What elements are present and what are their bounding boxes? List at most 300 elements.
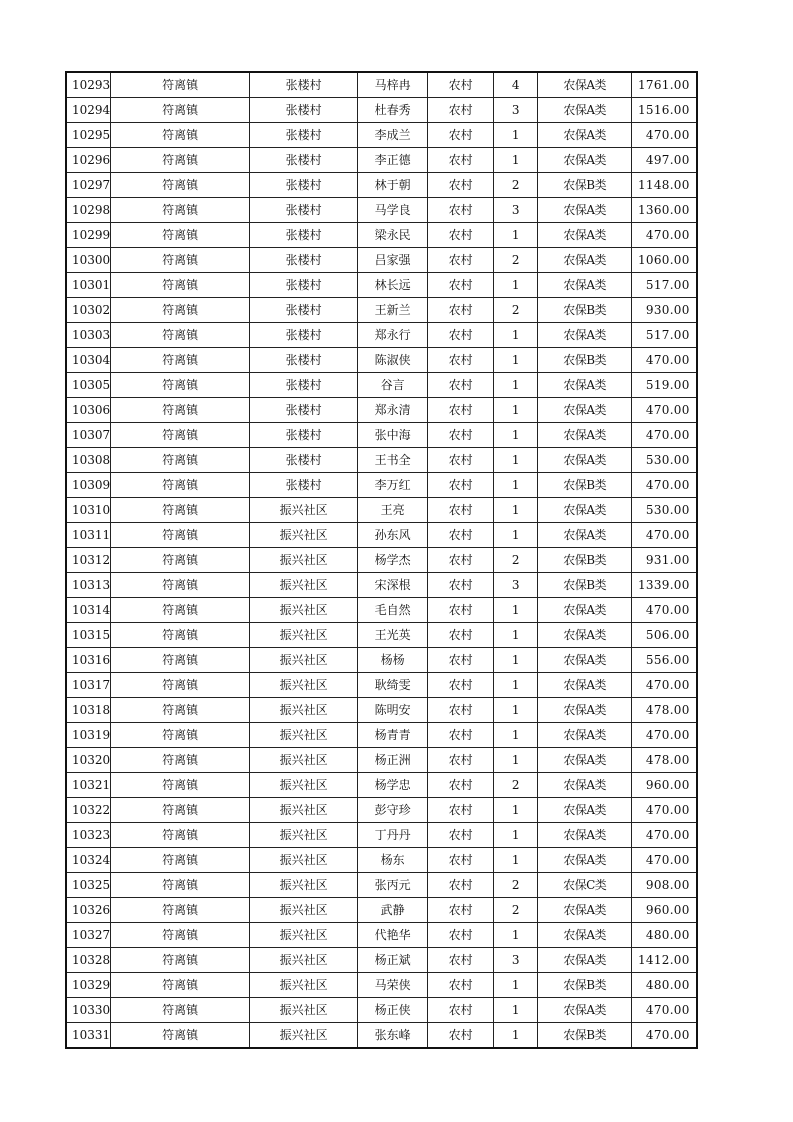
category-cell: 农保A类 [538, 123, 632, 148]
name-cell: 彭守珍 [358, 798, 428, 823]
row-id: 10297 [66, 173, 111, 198]
name-cell: 王光英 [358, 623, 428, 648]
table-row [66, 848, 697, 873]
table-row [66, 323, 697, 348]
name-cell: 马荣侠 [358, 973, 428, 998]
name-cell: 杨正洲 [358, 748, 428, 773]
category-cell: 农保B类 [538, 298, 632, 323]
category-cell: 农保A类 [538, 598, 632, 623]
household-type-cell: 农村 [428, 373, 494, 398]
member-count-cell: 4 [494, 72, 538, 98]
name-cell: 杨正侠 [358, 998, 428, 1023]
household-type-cell: 农村 [428, 498, 494, 523]
table-row [66, 548, 697, 573]
row-id: 10318 [66, 698, 111, 723]
member-count-cell: 1 [494, 1023, 538, 1049]
village-cell: 张楼村 [250, 148, 358, 173]
category-cell: 农保A类 [538, 848, 632, 873]
town-cell: 符离镇 [111, 723, 250, 748]
household-type-cell: 农村 [428, 673, 494, 698]
village-cell: 振兴社区 [250, 973, 358, 998]
row-id: 10331 [66, 1023, 111, 1049]
village-cell: 振兴社区 [250, 898, 358, 923]
row-id: 10330 [66, 998, 111, 1023]
town-cell: 符离镇 [111, 848, 250, 873]
member-count-cell: 3 [494, 198, 538, 223]
category-cell: 农保A类 [538, 648, 632, 673]
table-row [66, 798, 697, 823]
member-count-cell: 1 [494, 273, 538, 298]
village-cell: 张楼村 [250, 173, 358, 198]
name-cell: 马梓冉 [358, 72, 428, 98]
row-id: 10326 [66, 898, 111, 923]
table-row [66, 72, 697, 98]
member-count-cell: 1 [494, 698, 538, 723]
village-cell: 张楼村 [250, 473, 358, 498]
amount-cell: 1412.00 [632, 948, 697, 973]
table-row [66, 248, 697, 273]
member-count-cell: 3 [494, 573, 538, 598]
town-cell: 符离镇 [111, 348, 250, 373]
village-cell: 振兴社区 [250, 523, 358, 548]
category-cell: 农保A类 [538, 498, 632, 523]
table-row [66, 573, 697, 598]
category-cell: 农保A类 [538, 623, 632, 648]
town-cell: 符离镇 [111, 748, 250, 773]
name-cell: 李成兰 [358, 123, 428, 148]
table-row [66, 523, 697, 548]
name-cell: 杨正斌 [358, 948, 428, 973]
amount-cell: 1148.00 [632, 173, 697, 198]
member-count-cell: 2 [494, 298, 538, 323]
village-cell: 张楼村 [250, 72, 358, 98]
town-cell: 符离镇 [111, 648, 250, 673]
category-cell: 农保A类 [538, 898, 632, 923]
row-id: 10314 [66, 598, 111, 623]
row-id: 10311 [66, 523, 111, 548]
town-cell: 符离镇 [111, 548, 250, 573]
name-cell: 陈明安 [358, 698, 428, 723]
table-row [66, 223, 697, 248]
table-row [66, 448, 697, 473]
category-cell: 农保B类 [538, 473, 632, 498]
table-row [66, 723, 697, 748]
amount-cell: 470.00 [632, 1023, 697, 1049]
member-count-cell: 1 [494, 498, 538, 523]
household-type-cell: 农村 [428, 998, 494, 1023]
village-cell: 振兴社区 [250, 623, 358, 648]
amount-cell: 470.00 [632, 473, 697, 498]
member-count-cell: 2 [494, 173, 538, 198]
village-cell: 振兴社区 [250, 498, 358, 523]
row-id: 10313 [66, 573, 111, 598]
category-cell: 农保B类 [538, 548, 632, 573]
row-id: 10299 [66, 223, 111, 248]
household-type-cell: 农村 [428, 648, 494, 673]
row-id: 10295 [66, 123, 111, 148]
village-cell: 振兴社区 [250, 748, 358, 773]
village-cell: 振兴社区 [250, 873, 358, 898]
village-cell: 振兴社区 [250, 1023, 358, 1049]
category-cell: 农保B类 [538, 348, 632, 373]
table-row [66, 673, 697, 698]
name-cell: 杨学忠 [358, 773, 428, 798]
town-cell: 符离镇 [111, 798, 250, 823]
name-cell: 杨杨 [358, 648, 428, 673]
row-id: 10316 [66, 648, 111, 673]
table-row [66, 873, 697, 898]
household-type-cell: 农村 [428, 898, 494, 923]
table-row [66, 823, 697, 848]
category-cell: 农保C类 [538, 873, 632, 898]
row-id: 10323 [66, 823, 111, 848]
table-row [66, 373, 697, 398]
household-type-cell: 农村 [428, 573, 494, 598]
category-cell: 农保A类 [538, 523, 632, 548]
village-cell: 振兴社区 [250, 923, 358, 948]
name-cell: 李万红 [358, 473, 428, 498]
table-row [66, 698, 697, 723]
member-count-cell: 1 [494, 148, 538, 173]
name-cell: 王亮 [358, 498, 428, 523]
amount-cell: 470.00 [632, 523, 697, 548]
table-row [66, 173, 697, 198]
village-cell: 张楼村 [250, 398, 358, 423]
household-type-cell: 农村 [428, 448, 494, 473]
name-cell: 王书全 [358, 448, 428, 473]
amount-cell: 1360.00 [632, 198, 697, 223]
category-cell: 农保A类 [538, 223, 632, 248]
category-cell: 农保A类 [538, 823, 632, 848]
town-cell: 符离镇 [111, 873, 250, 898]
amount-cell: 470.00 [632, 848, 697, 873]
row-id: 10317 [66, 673, 111, 698]
town-cell: 符离镇 [111, 198, 250, 223]
name-cell: 张东峰 [358, 1023, 428, 1049]
village-cell: 振兴社区 [250, 823, 358, 848]
category-cell: 农保A类 [538, 423, 632, 448]
amount-cell: 478.00 [632, 698, 697, 723]
household-type-cell: 农村 [428, 348, 494, 373]
village-cell: 振兴社区 [250, 698, 358, 723]
household-type-cell: 农村 [428, 873, 494, 898]
table-row [66, 998, 697, 1023]
table-row [66, 773, 697, 798]
row-id: 10329 [66, 973, 111, 998]
table-row [66, 298, 697, 323]
category-cell: 农保A类 [538, 72, 632, 98]
amount-cell: 470.00 [632, 398, 697, 423]
table-row [66, 398, 697, 423]
town-cell: 符离镇 [111, 473, 250, 498]
name-cell: 林于朝 [358, 173, 428, 198]
category-cell: 农保A类 [538, 773, 632, 798]
table-row [66, 623, 697, 648]
village-cell: 振兴社区 [250, 573, 358, 598]
row-id: 10294 [66, 98, 111, 123]
name-cell: 马学良 [358, 198, 428, 223]
household-type-cell: 农村 [428, 598, 494, 623]
row-id: 10312 [66, 548, 111, 573]
row-id: 10327 [66, 923, 111, 948]
amount-cell: 517.00 [632, 323, 697, 348]
table-row [66, 98, 697, 123]
town-cell: 符离镇 [111, 598, 250, 623]
category-cell: 农保A类 [538, 998, 632, 1023]
household-type-cell: 农村 [428, 298, 494, 323]
amount-cell: 478.00 [632, 748, 697, 773]
village-cell: 振兴社区 [250, 723, 358, 748]
table-row [66, 1023, 697, 1049]
member-count-cell: 2 [494, 898, 538, 923]
row-id: 10298 [66, 198, 111, 223]
amount-cell: 470.00 [632, 423, 697, 448]
household-type-cell: 农村 [428, 173, 494, 198]
category-cell: 农保A类 [538, 323, 632, 348]
household-type-cell: 农村 [428, 798, 494, 823]
household-type-cell: 农村 [428, 948, 494, 973]
name-cell: 吕家强 [358, 248, 428, 273]
category-cell: 农保B类 [538, 973, 632, 998]
row-id: 10321 [66, 773, 111, 798]
category-cell: 农保A类 [538, 948, 632, 973]
member-count-cell: 2 [494, 548, 538, 573]
member-count-cell: 1 [494, 398, 538, 423]
village-cell: 张楼村 [250, 423, 358, 448]
name-cell: 毛自然 [358, 598, 428, 623]
category-cell: 农保A类 [538, 673, 632, 698]
member-count-cell: 1 [494, 373, 538, 398]
category-cell: 农保A类 [538, 448, 632, 473]
village-cell: 张楼村 [250, 248, 358, 273]
household-type-cell: 农村 [428, 198, 494, 223]
amount-cell: 470.00 [632, 223, 697, 248]
name-cell: 丁丹丹 [358, 823, 428, 848]
member-count-cell: 1 [494, 648, 538, 673]
table-row [66, 273, 697, 298]
town-cell: 符离镇 [111, 448, 250, 473]
member-count-cell: 3 [494, 948, 538, 973]
town-cell: 符离镇 [111, 248, 250, 273]
name-cell: 武静 [358, 898, 428, 923]
village-cell: 振兴社区 [250, 673, 358, 698]
name-cell: 杨学杰 [358, 548, 428, 573]
town-cell: 符离镇 [111, 223, 250, 248]
town-cell: 符离镇 [111, 173, 250, 198]
member-count-cell: 1 [494, 423, 538, 448]
name-cell: 李正德 [358, 148, 428, 173]
village-cell: 张楼村 [250, 98, 358, 123]
town-cell: 符离镇 [111, 898, 250, 923]
village-cell: 振兴社区 [250, 998, 358, 1023]
category-cell: 农保A类 [538, 923, 632, 948]
amount-cell: 470.00 [632, 598, 697, 623]
member-count-cell: 1 [494, 823, 538, 848]
row-id: 10306 [66, 398, 111, 423]
member-count-cell: 1 [494, 123, 538, 148]
name-cell: 耿绮雯 [358, 673, 428, 698]
amount-cell: 931.00 [632, 548, 697, 573]
row-id: 10308 [66, 448, 111, 473]
member-count-cell: 1 [494, 348, 538, 373]
category-cell: 农保A类 [538, 98, 632, 123]
table-row [66, 348, 697, 373]
name-cell: 王新兰 [358, 298, 428, 323]
category-cell: 农保B类 [538, 573, 632, 598]
town-cell: 符离镇 [111, 923, 250, 948]
household-type-cell: 农村 [428, 423, 494, 448]
household-type-cell: 农村 [428, 973, 494, 998]
table-row [66, 898, 697, 923]
table-row [66, 198, 697, 223]
amount-cell: 530.00 [632, 448, 697, 473]
household-type-cell: 农村 [428, 773, 494, 798]
member-count-cell: 1 [494, 523, 538, 548]
beneficiary-table [65, 71, 698, 1049]
name-cell: 杨东 [358, 848, 428, 873]
row-id: 10324 [66, 848, 111, 873]
amount-cell: 517.00 [632, 273, 697, 298]
member-count-cell: 2 [494, 248, 538, 273]
town-cell: 符离镇 [111, 72, 250, 98]
amount-cell: 530.00 [632, 498, 697, 523]
category-cell: 农保A类 [538, 748, 632, 773]
village-cell: 张楼村 [250, 323, 358, 348]
town-cell: 符离镇 [111, 623, 250, 648]
member-count-cell: 1 [494, 448, 538, 473]
village-cell: 振兴社区 [250, 848, 358, 873]
table-body [66, 72, 697, 1048]
amount-cell: 497.00 [632, 148, 697, 173]
amount-cell: 1516.00 [632, 98, 697, 123]
table-row [66, 948, 697, 973]
village-cell: 张楼村 [250, 348, 358, 373]
member-count-cell: 1 [494, 973, 538, 998]
town-cell: 符离镇 [111, 498, 250, 523]
amount-cell: 480.00 [632, 923, 697, 948]
member-count-cell: 2 [494, 873, 538, 898]
category-cell: 农保B类 [538, 1023, 632, 1049]
name-cell: 谷言 [358, 373, 428, 398]
village-cell: 振兴社区 [250, 773, 358, 798]
member-count-cell: 1 [494, 798, 538, 823]
village-cell: 振兴社区 [250, 948, 358, 973]
amount-cell: 506.00 [632, 623, 697, 648]
member-count-cell: 3 [494, 98, 538, 123]
town-cell: 符离镇 [111, 948, 250, 973]
village-cell: 张楼村 [250, 223, 358, 248]
amount-cell: 519.00 [632, 373, 697, 398]
amount-cell: 930.00 [632, 298, 697, 323]
village-cell: 张楼村 [250, 448, 358, 473]
household-type-cell: 农村 [428, 398, 494, 423]
amount-cell: 556.00 [632, 648, 697, 673]
member-count-cell: 1 [494, 623, 538, 648]
row-id: 10303 [66, 323, 111, 348]
household-type-cell: 农村 [428, 323, 494, 348]
name-cell: 张中海 [358, 423, 428, 448]
town-cell: 符离镇 [111, 673, 250, 698]
name-cell: 梁永民 [358, 223, 428, 248]
table-row [66, 648, 697, 673]
town-cell: 符离镇 [111, 823, 250, 848]
household-type-cell: 农村 [428, 923, 494, 948]
category-cell: 农保A类 [538, 373, 632, 398]
town-cell: 符离镇 [111, 398, 250, 423]
amount-cell: 1761.00 [632, 72, 697, 98]
household-type-cell: 农村 [428, 72, 494, 98]
row-id: 10302 [66, 298, 111, 323]
town-cell: 符离镇 [111, 148, 250, 173]
category-cell: 农保A类 [538, 723, 632, 748]
category-cell: 农保A类 [538, 273, 632, 298]
member-count-cell: 2 [494, 773, 538, 798]
town-cell: 符离镇 [111, 373, 250, 398]
town-cell: 符离镇 [111, 423, 250, 448]
table-row [66, 598, 697, 623]
household-type-cell: 农村 [428, 723, 494, 748]
household-type-cell: 农村 [428, 623, 494, 648]
row-id: 10328 [66, 948, 111, 973]
table-row [66, 123, 697, 148]
amount-cell: 470.00 [632, 998, 697, 1023]
row-id: 10305 [66, 373, 111, 398]
amount-cell: 470.00 [632, 348, 697, 373]
town-cell: 符离镇 [111, 698, 250, 723]
household-type-cell: 农村 [428, 223, 494, 248]
amount-cell: 960.00 [632, 898, 697, 923]
town-cell: 符离镇 [111, 323, 250, 348]
household-type-cell: 农村 [428, 823, 494, 848]
amount-cell: 908.00 [632, 873, 697, 898]
table-row [66, 748, 697, 773]
amount-cell: 470.00 [632, 123, 697, 148]
category-cell: 农保A类 [538, 798, 632, 823]
category-cell: 农保A类 [538, 698, 632, 723]
member-count-cell: 1 [494, 848, 538, 873]
table-row [66, 148, 697, 173]
household-type-cell: 农村 [428, 698, 494, 723]
name-cell: 陈淑侠 [358, 348, 428, 373]
row-id: 10315 [66, 623, 111, 648]
row-id: 10325 [66, 873, 111, 898]
table-row [66, 423, 697, 448]
name-cell: 郑永清 [358, 398, 428, 423]
village-cell: 张楼村 [250, 198, 358, 223]
household-type-cell: 农村 [428, 123, 494, 148]
village-cell: 张楼村 [250, 123, 358, 148]
row-id: 10319 [66, 723, 111, 748]
town-cell: 符离镇 [111, 773, 250, 798]
amount-cell: 480.00 [632, 973, 697, 998]
village-cell: 振兴社区 [250, 598, 358, 623]
village-cell: 振兴社区 [250, 548, 358, 573]
town-cell: 符离镇 [111, 973, 250, 998]
town-cell: 符离镇 [111, 523, 250, 548]
member-count-cell: 1 [494, 923, 538, 948]
name-cell: 林长远 [358, 273, 428, 298]
category-cell: 农保A类 [538, 198, 632, 223]
town-cell: 符离镇 [111, 123, 250, 148]
household-type-cell: 农村 [428, 248, 494, 273]
town-cell: 符离镇 [111, 298, 250, 323]
category-cell: 农保B类 [538, 173, 632, 198]
amount-cell: 470.00 [632, 798, 697, 823]
row-id: 10320 [66, 748, 111, 773]
category-cell: 农保A类 [538, 148, 632, 173]
member-count-cell: 1 [494, 723, 538, 748]
table-row [66, 923, 697, 948]
